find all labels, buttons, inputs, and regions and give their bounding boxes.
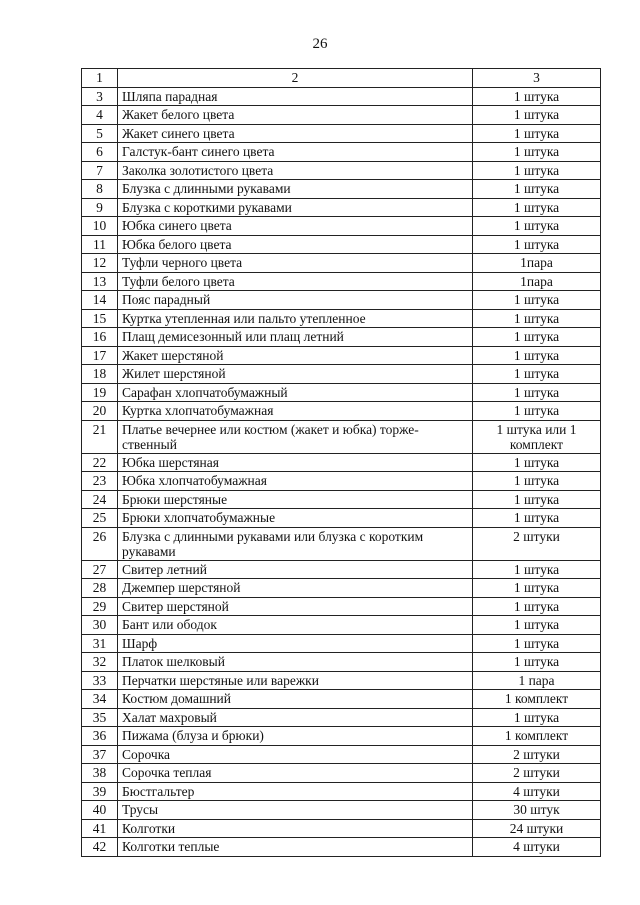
item-name: Сорочка: [118, 745, 473, 764]
item-quantity: 2 штуки: [473, 764, 601, 783]
item-quantity: 1 штука: [473, 708, 601, 727]
item-quantity: 1 штука: [473, 346, 601, 365]
table-row: [82, 272, 601, 291]
item-name: Заколка золотистого цвета: [118, 161, 473, 180]
item-quantity: 1 комплект: [473, 727, 601, 746]
item-quantity: 1пара: [473, 272, 601, 291]
item-name: Платье вечернее или костюм (жакет и юбка) торже-ственный: [118, 420, 473, 453]
item-name: Свитер летний: [118, 560, 473, 579]
item-name: Жакет белого цвета: [118, 106, 473, 125]
table-body: [82, 69, 601, 857]
item-quantity: 1 штука: [473, 124, 601, 143]
item-name: Бант или ободок: [118, 616, 473, 635]
row-number: 20: [82, 402, 118, 421]
row-number: 18: [82, 365, 118, 384]
row-number: 40: [82, 801, 118, 820]
row-number: 29: [82, 597, 118, 616]
row-number: 14: [82, 291, 118, 310]
item-name: Брюки шерстяные: [118, 490, 473, 509]
row-number: 23: [82, 472, 118, 491]
item-quantity: 1 комплект: [473, 690, 601, 709]
item-quantity: 1 штука: [473, 472, 601, 491]
item-name: Трусы: [118, 801, 473, 820]
item-name: Костюм домашний: [118, 690, 473, 709]
row-number: 8: [82, 180, 118, 199]
table-row: [82, 383, 601, 402]
table-row: [82, 346, 601, 365]
item-quantity: 1 штука: [473, 106, 601, 125]
table-row: [82, 801, 601, 820]
item-quantity: 1 штука: [473, 634, 601, 653]
table-row: [82, 527, 601, 560]
item-quantity: 4 штуки: [473, 838, 601, 857]
row-number: 3: [82, 87, 118, 106]
item-quantity: 2 штуки: [473, 527, 601, 560]
item-quantity: 1 штука: [473, 309, 601, 328]
item-name: Свитер шерстяной: [118, 597, 473, 616]
item-name: Куртка утепленная или пальто утепленное: [118, 309, 473, 328]
item-quantity: 1 штука: [473, 616, 601, 635]
table-row: [82, 453, 601, 472]
row-number: 10: [82, 217, 118, 236]
row-number: 28: [82, 579, 118, 598]
row-number: 31: [82, 634, 118, 653]
item-name: Колготки теплые: [118, 838, 473, 857]
table-row: [82, 782, 601, 801]
item-name: Платок шелковый: [118, 653, 473, 672]
item-quantity: 1 штука: [473, 198, 601, 217]
table-row: [82, 198, 601, 217]
item-quantity: 1 штука или 1 комплект: [473, 420, 601, 453]
item-quantity: 1 штука: [473, 453, 601, 472]
table-row: [82, 727, 601, 746]
row-number: 16: [82, 328, 118, 347]
row-number: 15: [82, 309, 118, 328]
item-quantity: 1 штука: [473, 490, 601, 509]
item-name: Блузка с короткими рукавами: [118, 198, 473, 217]
row-number: 35: [82, 708, 118, 727]
row-number: 7: [82, 161, 118, 180]
item-quantity: 1 штука: [473, 560, 601, 579]
item-name: Туфли черного цвета: [118, 254, 473, 273]
item-quantity: 24 штуки: [473, 819, 601, 838]
table-row: [82, 87, 601, 106]
item-name: Туфли белого цвета: [118, 272, 473, 291]
item-name: Джемпер шерстяной: [118, 579, 473, 598]
table-row: [82, 509, 601, 528]
item-name: Юбка белого цвета: [118, 235, 473, 254]
item-name: Пояс парадный: [118, 291, 473, 310]
item-name: Шляпа парадная: [118, 87, 473, 106]
table-row: [82, 309, 601, 328]
item-quantity: 30 штук: [473, 801, 601, 820]
row-number: 32: [82, 653, 118, 672]
row-number: 33: [82, 671, 118, 690]
item-quantity: 1 штука: [473, 365, 601, 384]
item-quantity: 1 штука: [473, 328, 601, 347]
table-row: [82, 328, 601, 347]
table-row: [82, 579, 601, 598]
table-header-row: [82, 69, 601, 88]
table-row: [82, 634, 601, 653]
header-col-2: 2: [118, 69, 473, 88]
row-number: 21: [82, 420, 118, 453]
item-name: Юбка хлопчатобумажная: [118, 472, 473, 491]
table-row: [82, 291, 601, 310]
row-number: 41: [82, 819, 118, 838]
item-name: Бюстгальтер: [118, 782, 473, 801]
table-row: [82, 597, 601, 616]
header-col-1: 1: [82, 69, 118, 88]
item-quantity: 1 штука: [473, 291, 601, 310]
item-name: Плащ демисезонный или плащ летний: [118, 328, 473, 347]
table-row: [82, 402, 601, 421]
item-name: Пижама (блуза и брюки): [118, 727, 473, 746]
table-row: [82, 764, 601, 783]
table-row: [82, 745, 601, 764]
row-number: 34: [82, 690, 118, 709]
item-quantity: 1 штука: [473, 597, 601, 616]
item-quantity: 1 штука: [473, 235, 601, 254]
item-quantity: 1 штука: [473, 161, 601, 180]
row-number: 37: [82, 745, 118, 764]
item-name: Колготки: [118, 819, 473, 838]
row-number: 42: [82, 838, 118, 857]
item-name: Брюки хлопчатобумажные: [118, 509, 473, 528]
table-row: [82, 708, 601, 727]
table-row: [82, 106, 601, 125]
table-row: [82, 161, 601, 180]
item-name: Перчатки шерстяные или варежки: [118, 671, 473, 690]
item-quantity: 1 штука: [473, 87, 601, 106]
table-row: [82, 838, 601, 857]
row-number: 17: [82, 346, 118, 365]
row-number: 25: [82, 509, 118, 528]
table-row: [82, 420, 601, 453]
table-row: [82, 653, 601, 672]
item-quantity: 2 штуки: [473, 745, 601, 764]
item-name: Сорочка теплая: [118, 764, 473, 783]
item-quantity: 1пара: [473, 254, 601, 273]
row-number: 19: [82, 383, 118, 402]
row-number: 24: [82, 490, 118, 509]
table-row: [82, 490, 601, 509]
item-name: Юбка шерстяная: [118, 453, 473, 472]
row-number: 27: [82, 560, 118, 579]
row-number: 5: [82, 124, 118, 143]
row-number: 13: [82, 272, 118, 291]
table-row: [82, 217, 601, 236]
row-number: 30: [82, 616, 118, 635]
page-number: 26: [312, 36, 328, 52]
table-row: [82, 180, 601, 199]
table-row: [82, 235, 601, 254]
row-number: 11: [82, 235, 118, 254]
clothing-items-table: [81, 68, 601, 857]
item-quantity: 1 штука: [473, 217, 601, 236]
item-quantity: 1 штука: [473, 383, 601, 402]
item-name: Жакет синего цвета: [118, 124, 473, 143]
item-name: Сарафан хлопчатобумажный: [118, 383, 473, 402]
row-number: 6: [82, 143, 118, 162]
item-name: Блузка с длинными рукавами: [118, 180, 473, 199]
item-quantity: 1 штука: [473, 143, 601, 162]
item-quantity: 4 штуки: [473, 782, 601, 801]
item-name: Блузка с длинными рукавами или блузка с коротким рукавами: [118, 527, 473, 560]
table-row: [82, 472, 601, 491]
item-quantity: 1 пара: [473, 671, 601, 690]
item-quantity: 1 штука: [473, 509, 601, 528]
item-quantity: 1 штука: [473, 402, 601, 421]
item-quantity: 1 штука: [473, 180, 601, 199]
item-name: Куртка хлопчатобумажная: [118, 402, 473, 421]
header-col-3: 3: [473, 69, 601, 88]
row-number: 26: [82, 527, 118, 560]
item-name: Шарф: [118, 634, 473, 653]
table-row: [82, 819, 601, 838]
item-name: Галстук-бант синего цвета: [118, 143, 473, 162]
table-row: [82, 124, 601, 143]
table-row: [82, 690, 601, 709]
item-name: Юбка синего цвета: [118, 217, 473, 236]
row-number: 9: [82, 198, 118, 217]
row-number: 36: [82, 727, 118, 746]
row-number: 22: [82, 453, 118, 472]
table-row: [82, 365, 601, 384]
table-row: [82, 560, 601, 579]
row-number: 4: [82, 106, 118, 125]
table-row: [82, 254, 601, 273]
row-number: 39: [82, 782, 118, 801]
item-name: Жакет шерстяной: [118, 346, 473, 365]
item-quantity: 1 штука: [473, 653, 601, 672]
item-name: Жилет шерстяной: [118, 365, 473, 384]
table-row: [82, 616, 601, 635]
table-row: [82, 143, 601, 162]
row-number: 12: [82, 254, 118, 273]
row-number: 38: [82, 764, 118, 783]
table-row: [82, 671, 601, 690]
item-name: Халат махровый: [118, 708, 473, 727]
item-quantity: 1 штука: [473, 579, 601, 598]
